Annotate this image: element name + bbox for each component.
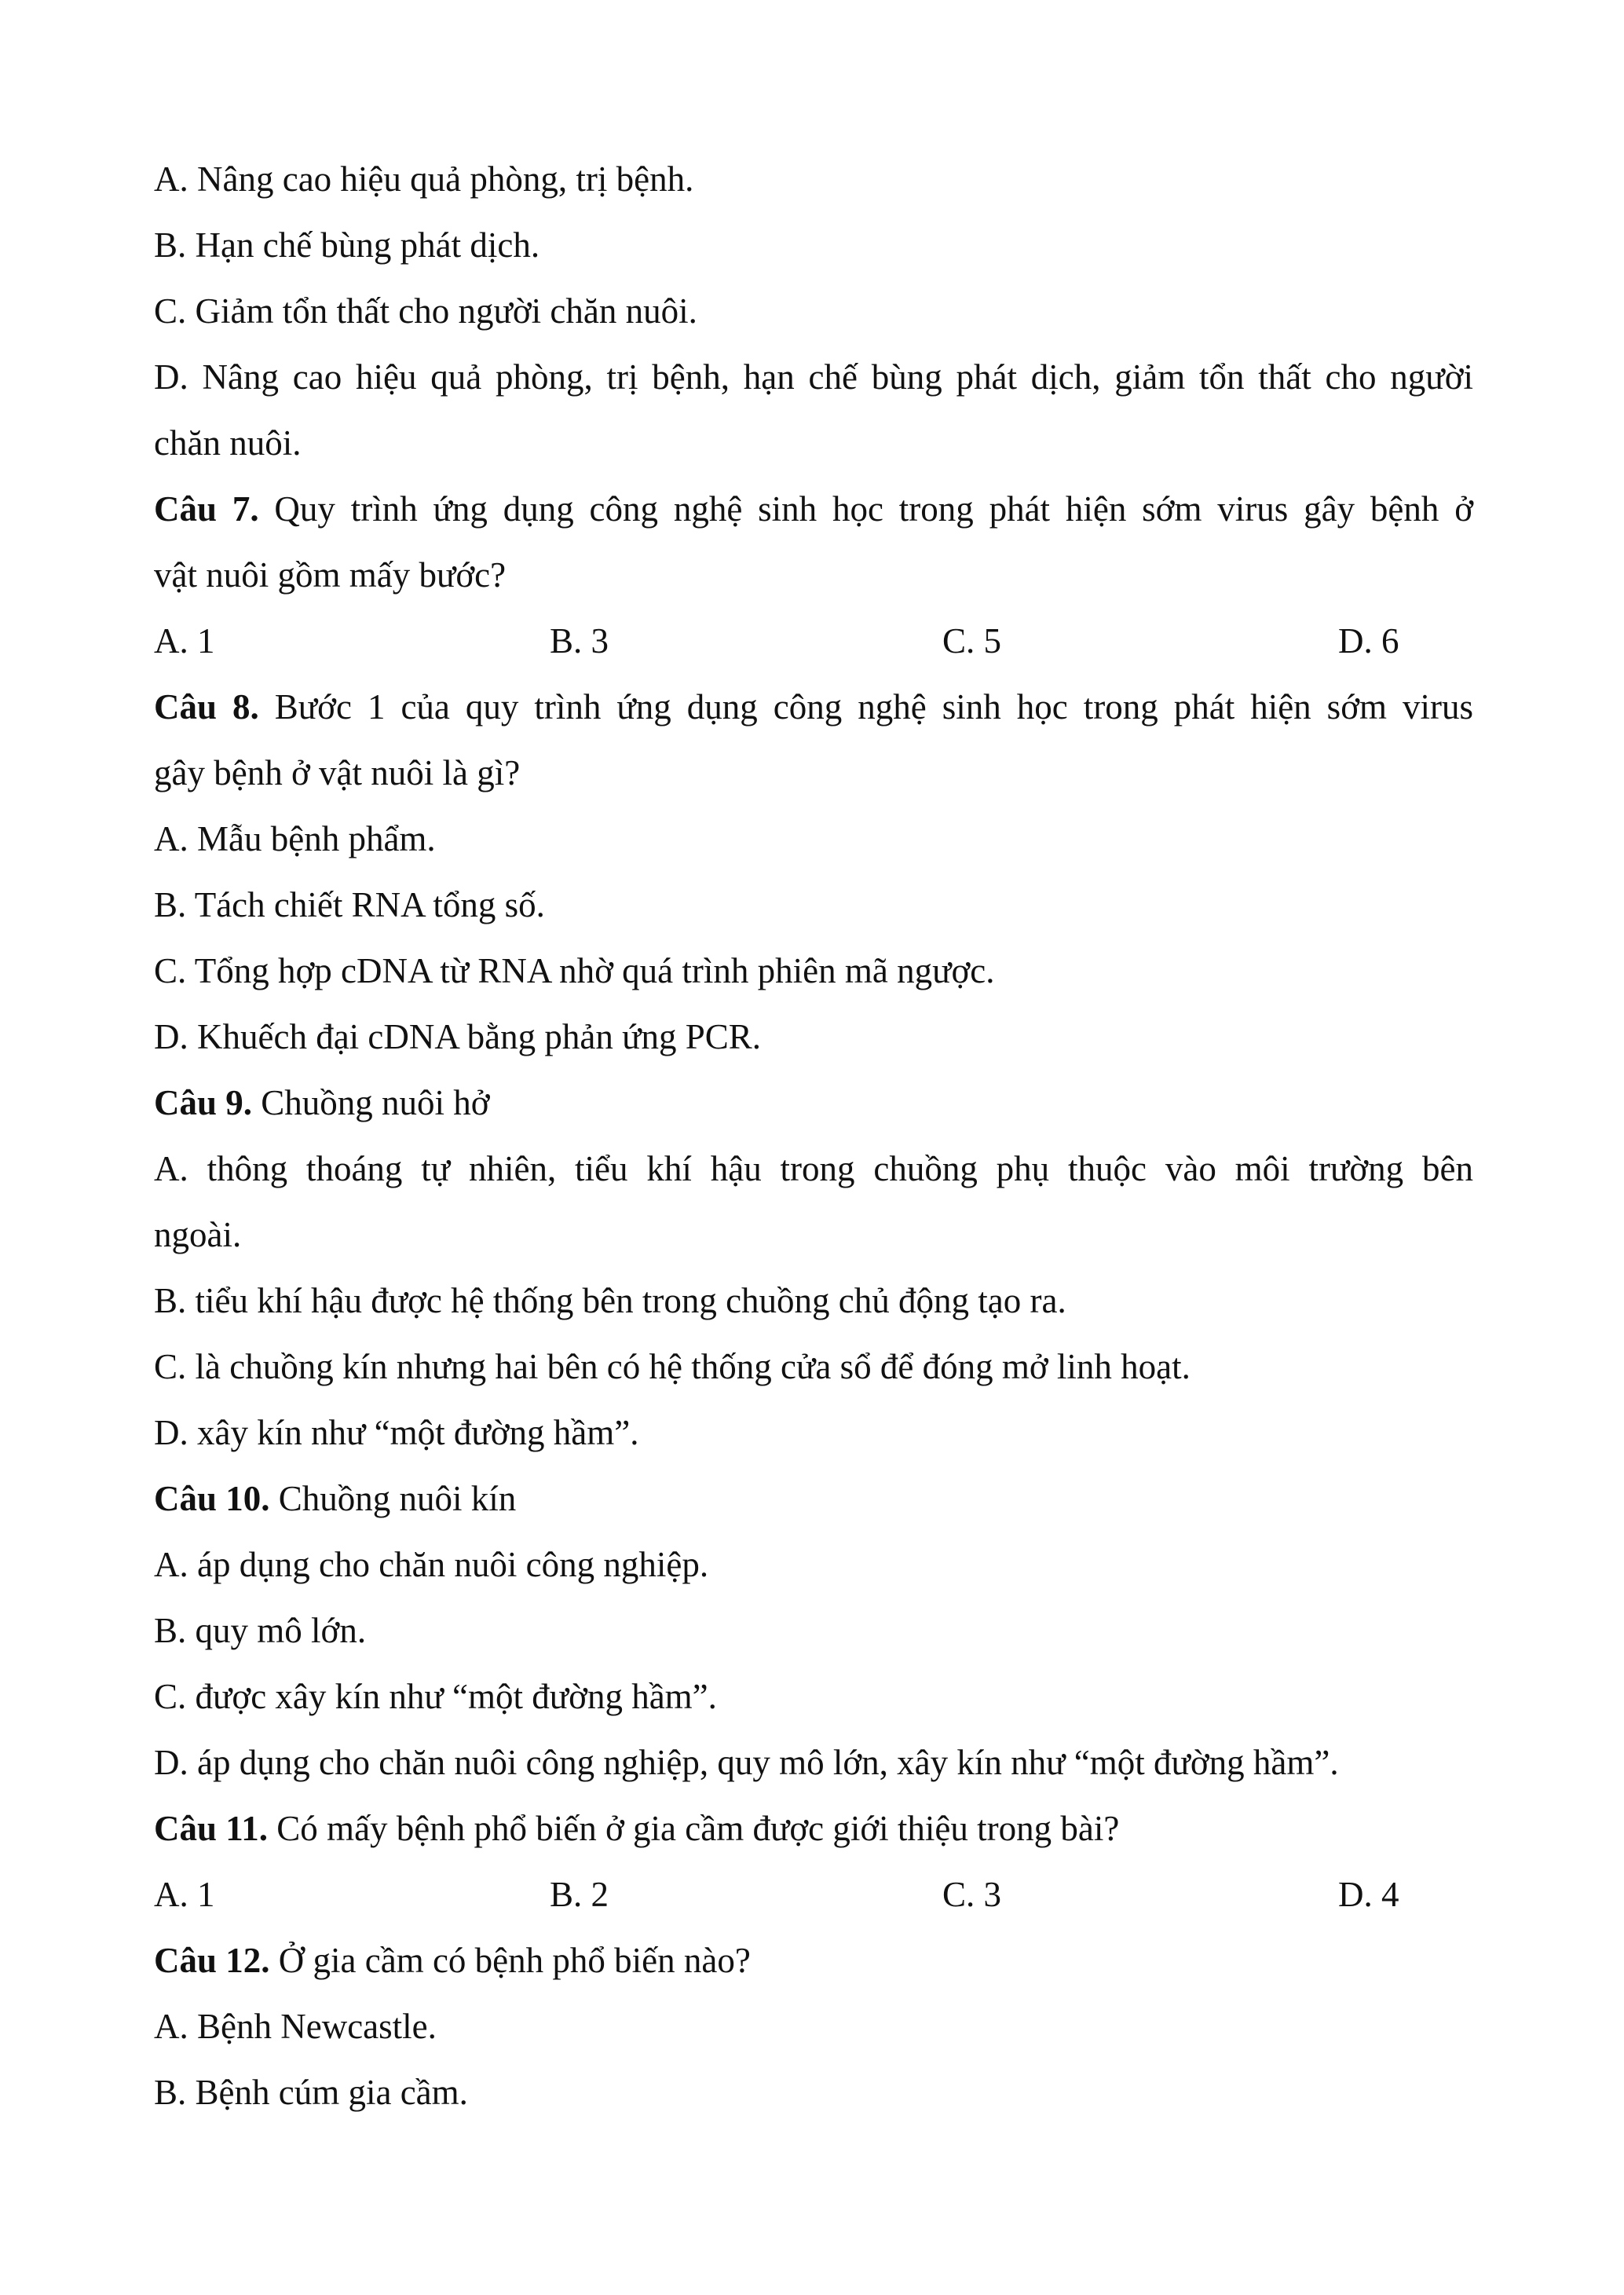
q12-label: Câu 12.	[154, 1941, 270, 1980]
q10-label: Câu 10.	[154, 1479, 270, 1518]
q8-question	[154, 674, 1473, 740]
q7-question	[154, 476, 1473, 542]
q9-question	[154, 1070, 1473, 1136]
q11-option-b: B. 2	[550, 1875, 609, 1914]
q7-options	[154, 608, 1473, 674]
q9-text: Chuồng nuôi hở	[252, 1083, 490, 1122]
q8-option-c: C. Tổng hợp cDNA từ RNA nhờ quá trình phiên mã ngược.	[154, 951, 995, 990]
q10-option-a: A. áp dụng cho chăn nuôi công nghiệp.	[154, 1545, 709, 1584]
q12-question	[154, 1927, 1473, 1993]
q6-option-d-line2: chăn nuôi.	[154, 423, 302, 463]
q6-option-b: B. Hạn chế bùng phát dịch.	[154, 225, 540, 265]
q6-option-c: C. Giảm tổn thất cho người chăn nuôi.	[154, 291, 697, 331]
q9-option-b: B. tiểu khí hậu được hệ thống bên trong chuồng chủ động tạo ra.	[154, 1281, 1066, 1320]
q10-option-b: B. quy mô lớn.	[154, 1611, 367, 1650]
q10-option-d: D. áp dụng cho chăn nuôi công nghiệp, quy mô lớn, xây kín như “một đường hầm”.	[154, 1743, 1339, 1782]
q9-option-a-line2: ngoài.	[154, 1215, 242, 1254]
q12-text: Ở gia cầm có bệnh phổ biến nào?	[269, 1941, 751, 1980]
q7-label: Câu 7.	[154, 489, 259, 529]
q11-label: Câu 11.	[154, 1809, 269, 1848]
q7-text-line1: Quy trình ứng dụng công nghệ sinh học trong phát hiện sớm virus gây bệnh ở	[258, 489, 1473, 529]
q7-option-c: C. 5	[942, 621, 1002, 661]
q12-option-a: A. Bệnh Newcastle.	[154, 2007, 437, 2046]
q9-option-a-line1: A. thông thoáng tự nhiên, tiểu khí hậu trong chuồng phụ thuộc vào môi trường bên	[154, 1149, 1473, 1188]
q11-text: Có mấy bệnh phổ biến ở gia cầm được giới thiệu trong bài?	[268, 1809, 1120, 1848]
q7-option-b: B. 3	[550, 621, 609, 661]
q10-question	[154, 1466, 1473, 1532]
q11-options	[154, 1861, 1473, 1927]
q8-option-d: D. Khuếch đại cDNA bằng phản ứng PCR.	[154, 1017, 762, 1056]
q11-option-d: D. 4	[1338, 1875, 1399, 1914]
q7-text-line2: vật nuôi gồm mấy bước?	[154, 555, 507, 595]
q8-option-a: A. Mẫu bệnh phẩm.	[154, 819, 436, 858]
q8-option-b: B. Tách chiết RNA tổng số.	[154, 885, 545, 924]
q11-option-a: A. 1	[154, 1875, 215, 1914]
q10-text: Chuồng nuôi kín	[269, 1479, 517, 1518]
q6-option-a: A. Nâng cao hiệu quả phòng, trị bệnh.	[154, 159, 694, 199]
q8-text-line2: gây bệnh ở vật nuôi là gì?	[154, 753, 521, 792]
q12-option-b: B. Bệnh cúm gia cầm.	[154, 2073, 468, 2112]
q7-option-a: A. 1	[154, 621, 215, 661]
q9-option-d: D. xây kín như “một đường hầm”.	[154, 1413, 639, 1452]
q11-question	[154, 1795, 1473, 1861]
q9-label: Câu 9.	[154, 1083, 253, 1122]
q8-label: Câu 8.	[154, 687, 259, 727]
q11-option-c: C. 3	[942, 1875, 1002, 1914]
q6-option-d-line1: D. Nâng cao hiệu quả phòng, trị bệnh, hạn chế bùng phát dịch, giảm tổn thất cho người	[154, 357, 1473, 397]
q9-option-c: C. là chuồng kín nhưng hai bên có hệ thống cửa sổ để đóng mở linh hoạt.	[154, 1347, 1191, 1386]
q8-text-line1: Bước 1 của quy trình ứng dụng công nghệ sinh học trong phát hiện sớm virus	[258, 687, 1473, 727]
q7-option-d: D. 6	[1338, 621, 1399, 661]
q10-option-c: C. được xây kín như “một đường hầm”.	[154, 1677, 717, 1716]
